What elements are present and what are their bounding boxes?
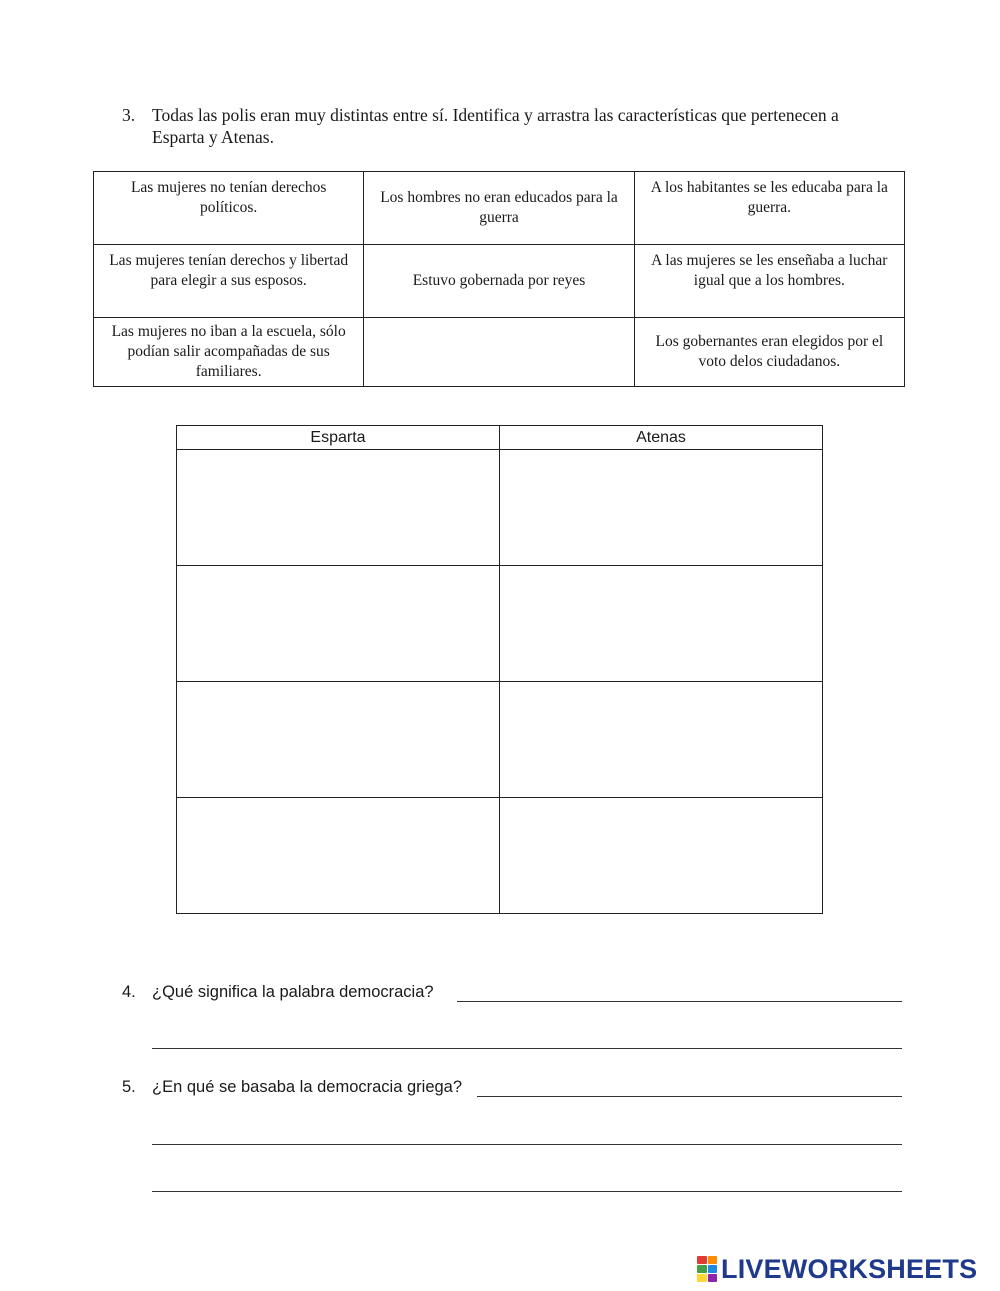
- card-women-taught-to-fight[interactable]: A las mujeres se les enseñaba a luchar igual que a los hombres.: [634, 245, 904, 318]
- table-row: [94, 172, 905, 245]
- drop-zone-atenas[interactable]: [500, 798, 823, 914]
- drop-zone-atenas[interactable]: [500, 566, 823, 682]
- question-5: [122, 1078, 462, 1097]
- card-governed-by-kings[interactable]: Estuvo gobernada por reyes: [364, 245, 634, 318]
- card-inhabitants-educated-for-war[interactable]: A los habitantes se les educaba para la guerra.: [634, 172, 904, 245]
- logo-block: [708, 1274, 718, 1282]
- table-header-row: [177, 426, 823, 450]
- answer-4-line-2[interactable]: [152, 1047, 902, 1049]
- question-4-text: ¿Qué significa la palabra democracia?: [152, 983, 434, 1001]
- question-4: [122, 983, 434, 1002]
- drop-zone-esparta[interactable]: [177, 682, 500, 798]
- question-4-number: 4.: [122, 983, 136, 1001]
- logo-block: [697, 1274, 707, 1282]
- logo-block: [697, 1256, 707, 1264]
- drop-zone-esparta[interactable]: [177, 798, 500, 914]
- card-women-no-school[interactable]: Las mujeres no iban a la escuela, sólo podían salir acompañadas de sus familiares.: [94, 318, 364, 387]
- header-atenas: Atenas: [500, 426, 823, 450]
- empty-card-cell: [364, 318, 634, 387]
- drop-zone-esparta[interactable]: [177, 566, 500, 682]
- card-women-no-political-rights[interactable]: Las mujeres no tenían derechos políticos.: [94, 172, 364, 245]
- table-row: [94, 318, 905, 387]
- question-5-text: ¿En qué se basaba la democracia griega?: [152, 1078, 463, 1096]
- question-5-number: 5.: [122, 1078, 136, 1096]
- header-esparta: Esparta: [177, 426, 500, 450]
- esparta-atenas-table: [176, 425, 823, 914]
- liveworksheets-logo: [697, 1255, 977, 1283]
- card-men-not-educated-for-war[interactable]: Los hombres no eran educados para la guerra: [364, 172, 634, 245]
- answer-5-line-3[interactable]: [152, 1190, 902, 1192]
- question-3: [122, 104, 862, 148]
- drop-zone-atenas[interactable]: [500, 682, 823, 798]
- question-3-number: 3.: [122, 105, 136, 125]
- answer-4-line-1[interactable]: [457, 1000, 902, 1002]
- logo-block: [708, 1256, 718, 1264]
- table-row: [177, 798, 823, 914]
- drop-zone-atenas[interactable]: [500, 450, 823, 566]
- table-row: [94, 245, 905, 318]
- liveworksheets-logo-icon: [697, 1256, 717, 1282]
- table-row: [177, 450, 823, 566]
- logo-block: [697, 1265, 707, 1273]
- table-row: [177, 566, 823, 682]
- answer-5-line-1[interactable]: [477, 1095, 902, 1097]
- question-3-text: Todas las polis eran muy distintas entre sí. Identifica y arrastra las características que pertenecen a Esparta y Atenas.: [152, 105, 839, 147]
- card-rulers-elected-by-vote[interactable]: Los gobernantes eran elegidos por el voto delos ciudadanos.: [634, 318, 904, 387]
- characteristics-table: [93, 171, 905, 387]
- card-women-had-rights[interactable]: Las mujeres tenían derechos y libertad para elegir a sus esposos.: [94, 245, 364, 318]
- table-row: [177, 682, 823, 798]
- answer-5-line-2[interactable]: [152, 1143, 902, 1145]
- drop-zone-esparta[interactable]: [177, 450, 500, 566]
- logo-text: LIVEWORKSHEETS: [721, 1253, 978, 1284]
- logo-block: [708, 1265, 718, 1273]
